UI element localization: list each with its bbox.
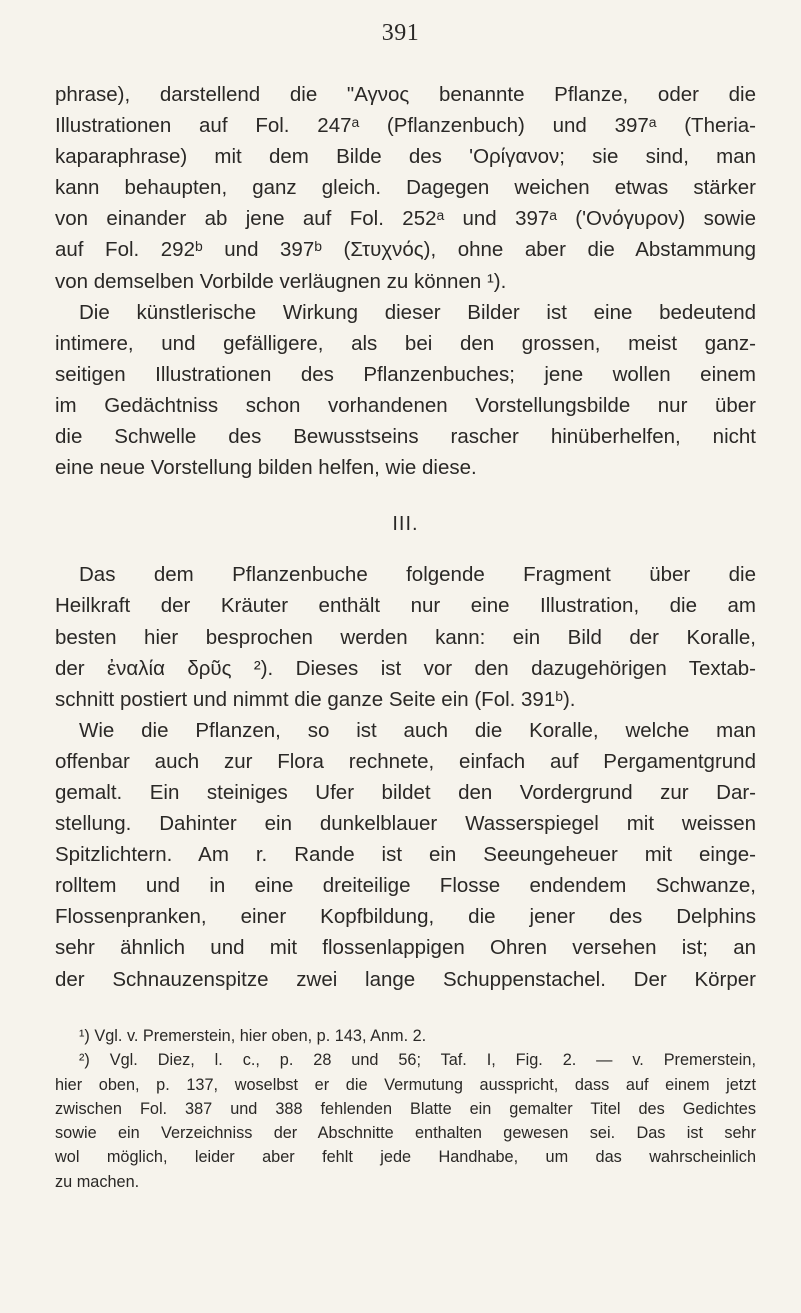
body-line: Heilkraft der Kräuter enthält nur eine Illustration, die am — [55, 594, 756, 618]
footnotes — [55, 1024, 756, 1194]
body-line: schnitt postiert und nimmt die ganze Seite ein (Fol. 391ᵇ). — [55, 687, 576, 711]
body-text — [55, 79, 756, 995]
body-line: besten hier besprochen werden kann: ein Bild der Koralle, — [55, 625, 756, 649]
body-line: von demselben Vorbilde verläugnen zu können ¹). — [55, 269, 507, 293]
body-line: seitigen Illustrationen des Pflanzenbuches; jene wollen einem — [55, 362, 756, 386]
page-number: 391 — [381, 20, 420, 46]
body-line: stellung. Dahinter ein dunkelblauer Wasserspiegel mit weissen — [55, 812, 756, 836]
body-line: von einander ab jene auf Fol. 252ᵃ und 397ᵃ ('Ονόγυρον) sowie — [55, 207, 756, 231]
footnote-line: ¹) Vgl. v. Premerstein, hier oben, p. 143, Anm. 2. — [79, 1027, 427, 1045]
body-line: Die künstlerische Wirkung dieser Bilder ist eine bedeutend — [79, 300, 756, 324]
footnote-line: zwischen Fol. 387 und 388 fehlenden Blatte ein gemalter Titel des Gedichtes — [55, 1099, 756, 1118]
body-line: der ἐναλία δρῦς ²). Dieses ist vor den dazugehörigen Textab- — [55, 656, 756, 680]
body-line: der Schnauzenspitze zwei lange Schuppenstachel. Der Körper — [55, 967, 756, 991]
body-line: kann behaupten, ganz gleich. Dagegen weichen etwas stärker — [55, 176, 756, 200]
body-line: offenbar auch zur Flora rechnete, einfach auf Pergamentgrund — [55, 749, 756, 773]
body-line: rolltem und in eine dreiteilige Flosse endendem Schwanze, — [55, 874, 756, 898]
footnote-line: wol möglich, leider aber fehlt jede Handhabe, um das wahrscheinlich — [55, 1148, 756, 1167]
body-line: auf Fol. 292ᵇ und 397ᵇ (Στυχνός), ohne aber die Abstammung — [55, 238, 756, 262]
footnote-line: hier oben, p. 137, woselbst er die Vermutung ausspricht, dass auf einem jetzt — [55, 1075, 756, 1094]
body-line: Wie die Pflanzen, so ist auch die Koralle, welche man — [79, 718, 756, 742]
section-heading: III. — [392, 513, 419, 536]
body-line: Flossenpranken, einer Kopfbildung, die jener des Delphins — [55, 905, 756, 929]
body-line: intimere, und gefälligere, als bei den grossen, meist ganz- — [55, 331, 756, 355]
body-line: Spitzlichtern. Am r. Rande ist ein Seeungeheuer mit einge- — [55, 843, 756, 867]
footnote-line: ²) Vgl. Diez, l. c., p. 28 und 56; Taf. I, Fig. 2. — v. Premerstein, — [79, 1051, 756, 1070]
body-line: die Schwelle des Bewusstseins rascher hinüberhelfen, nicht — [55, 425, 756, 449]
body-line: kaparaphrase) mit dem Bilde des 'Ορίγανον; sie sind, man — [55, 145, 756, 169]
body-line: eine neue Vorstellung bilden helfen, wie diese. — [55, 456, 477, 480]
footnote-line: sowie ein Verzeichniss der Abschnitte enthalten gewesen sei. Das ist sehr — [55, 1124, 756, 1143]
body-line: phrase), darstellend die "Αγνος benannte Pflanze, oder die — [55, 83, 756, 106]
body-line: gemalt. Ein steiniges Ufer bildet den Vordergrund zur Dar- — [55, 780, 756, 804]
body-line: Illustrationen auf Fol. 247ᵃ (Pflanzenbuch) und 397ᵃ (Theria- — [55, 114, 756, 138]
body-line: sehr ähnlich und mit flossenlappigen Ohren versehen ist; an — [55, 936, 756, 960]
footnote-line: zu machen. — [55, 1172, 140, 1191]
body-line: Das dem Pflanzenbuche folgende Fragment über die — [79, 563, 756, 587]
body-line: im Gedächtniss schon vorhandenen Vorstellungsbilde nur über — [55, 393, 756, 417]
